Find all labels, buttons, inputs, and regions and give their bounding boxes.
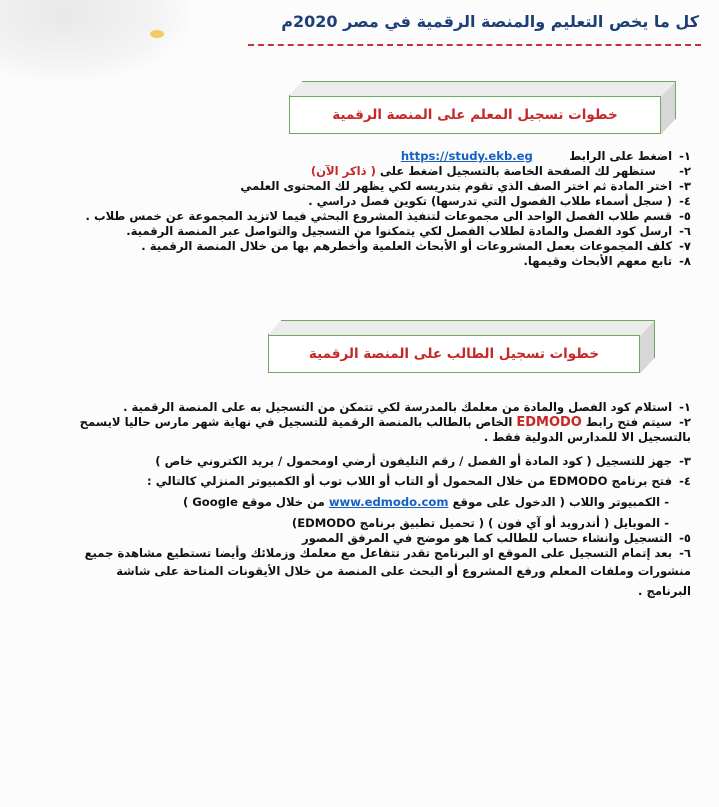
list-item: [86, 239, 691, 254]
yellow-mark: [150, 30, 164, 38]
item-text: فتح برنامج EDMODO من خلال المحمول أو التاب أو اللاب توب أو الكمبيوتر المنزلي كالتالي :: [147, 474, 673, 488]
item-text: الخاص بالطالب بالمنصة الرقمية للتسجيل في نهاية شهر مارس حاليا لايسمح: [79, 415, 513, 429]
student-heading: خطوات تسجيل الطالب على المنصة الرقمية: [308, 346, 600, 362]
list-item: [86, 164, 691, 179]
list-item-continuation: [80, 581, 691, 601]
item-text: ستظهر لك الصفحة الخاصة بالتسجيل اضغط على: [379, 164, 656, 178]
item-text: ( سجل أسماء طلاب الفصول التي تدرسها) تكوين فصل دراسي .: [308, 194, 673, 208]
list-item: [80, 400, 691, 415]
item-number: ٥-: [679, 209, 691, 223]
edmodo-link[interactable]: www.edmodo.com: [328, 495, 449, 509]
spacer: [80, 445, 691, 454]
list-item: [86, 224, 691, 239]
list-item-continuation: [80, 430, 691, 445]
list-item: [80, 546, 691, 561]
item-text: استلام كود الفصل والمادة من معلمك بالمدرسة لكي تتمكن من التسجيل به على المنصة الرقمية .: [123, 400, 673, 414]
student-heading-box: [268, 335, 640, 373]
blur-smudge: [0, 0, 190, 80]
item-text: البرنامج .: [638, 584, 691, 598]
item-text: قسم طلاب الفصل الواحد الى مجموعات لتنفيذ المشروع البحثي فيما لاتزيد المجموعة عن خمس طلاب .: [85, 209, 673, 223]
sub-bullet: -: [664, 516, 669, 530]
list-item: [80, 531, 691, 546]
title-divider: [248, 44, 701, 46]
item-text: بعد إتمام التسجيل على الموقع او البرنامج تقدر تتفاعل مع معلمك وزملائك وأيضا تستطيع مشاهدة جميع: [84, 546, 673, 560]
item-text: ارسل كود الفصل والمادة لطلاب الفصل لكي يتمكنوا من التسجيل والتواصل عبر المنصة الرقمية.: [126, 224, 673, 238]
item-number: ٢-: [679, 415, 691, 429]
item-number: ٤-: [679, 474, 691, 488]
item-number: ٦-: [679, 224, 691, 238]
study-link[interactable]: https://study.ekb.eg: [400, 149, 533, 163]
item-text: اضغط على الرابط: [569, 149, 673, 163]
item-text: بالتسجيل الا للمدارس الدولية فقط .: [483, 430, 691, 444]
box-top-face: [289, 81, 677, 96]
item-number: ٨-: [679, 254, 691, 268]
sub-item: [80, 495, 691, 510]
item-number: ١-: [679, 149, 691, 163]
item-text: من خلال موقع Google ): [182, 495, 325, 509]
study-now-label: ( ذاكر الآن): [310, 164, 376, 178]
list-item: [86, 254, 691, 269]
item-text: كلف المجموعات بعمل المشروعات أو الأبحاث العلمية وأخطرهم بها من خلال المنصة الرقمية .: [141, 239, 673, 253]
sub-item: [80, 516, 691, 531]
item-number: ٢-: [679, 164, 691, 178]
item-number: ٤-: [679, 194, 691, 208]
item-number: ٣-: [679, 454, 691, 468]
page-title: كل ما يخص التعليم والمنصة الرقمية في مصر 2020م: [281, 12, 699, 31]
list-item: [86, 149, 691, 164]
box-top-face: [268, 320, 656, 335]
item-text: التسجيل وانشاء حساب للطالب كما هو موضح في المرفق المصور: [301, 531, 673, 545]
list-item-continuation: [80, 561, 691, 581]
teacher-heading: خطوات تسجيل المعلم على المنصة الرقمية: [332, 107, 618, 123]
student-steps-list: [80, 400, 691, 601]
item-number: ٣-: [679, 179, 691, 193]
edmodo-brand: EDMODO: [516, 415, 582, 430]
item-text: الكمبيوتر واللاب ( الدخول على موقع: [452, 495, 661, 509]
list-item: [80, 415, 691, 430]
list-item: [80, 454, 691, 469]
item-text: تابع معهم الأبحاث وقيمها.: [523, 254, 673, 268]
item-text: سيتم فتح رابط: [585, 415, 673, 429]
item-number: ٦-: [679, 546, 691, 560]
teacher-heading-box: [289, 96, 661, 134]
list-item: [86, 194, 691, 209]
item-number: ٧-: [679, 239, 691, 253]
list-item: [86, 209, 691, 224]
item-text: جهز للتسجيل ( كود المادة أو الفصل / رقم التليفون أرضي اومحمول / بريد الكتروني خاص ): [155, 454, 673, 468]
sub-bullet: -: [664, 495, 669, 509]
teacher-steps-list: [86, 149, 691, 269]
list-item: [86, 179, 691, 194]
list-item: [80, 474, 691, 489]
item-text: الموبايل ( أندرويد أو آي فون ) ( تحميل تطبيق برنامج EDMODO): [291, 516, 661, 530]
item-number: ٥-: [679, 531, 691, 545]
item-text: منشورات وملفات المعلم ورفع المشروع أو البحث على المنصة من خلال الأيقونات المتاحة على شاشة: [116, 564, 691, 578]
item-number: ١-: [679, 400, 691, 414]
item-text: اختر المادة ثم اختر الصف الذي تقوم بتدريسه لكي يظهر لك المحتوى العلمي: [240, 179, 673, 193]
